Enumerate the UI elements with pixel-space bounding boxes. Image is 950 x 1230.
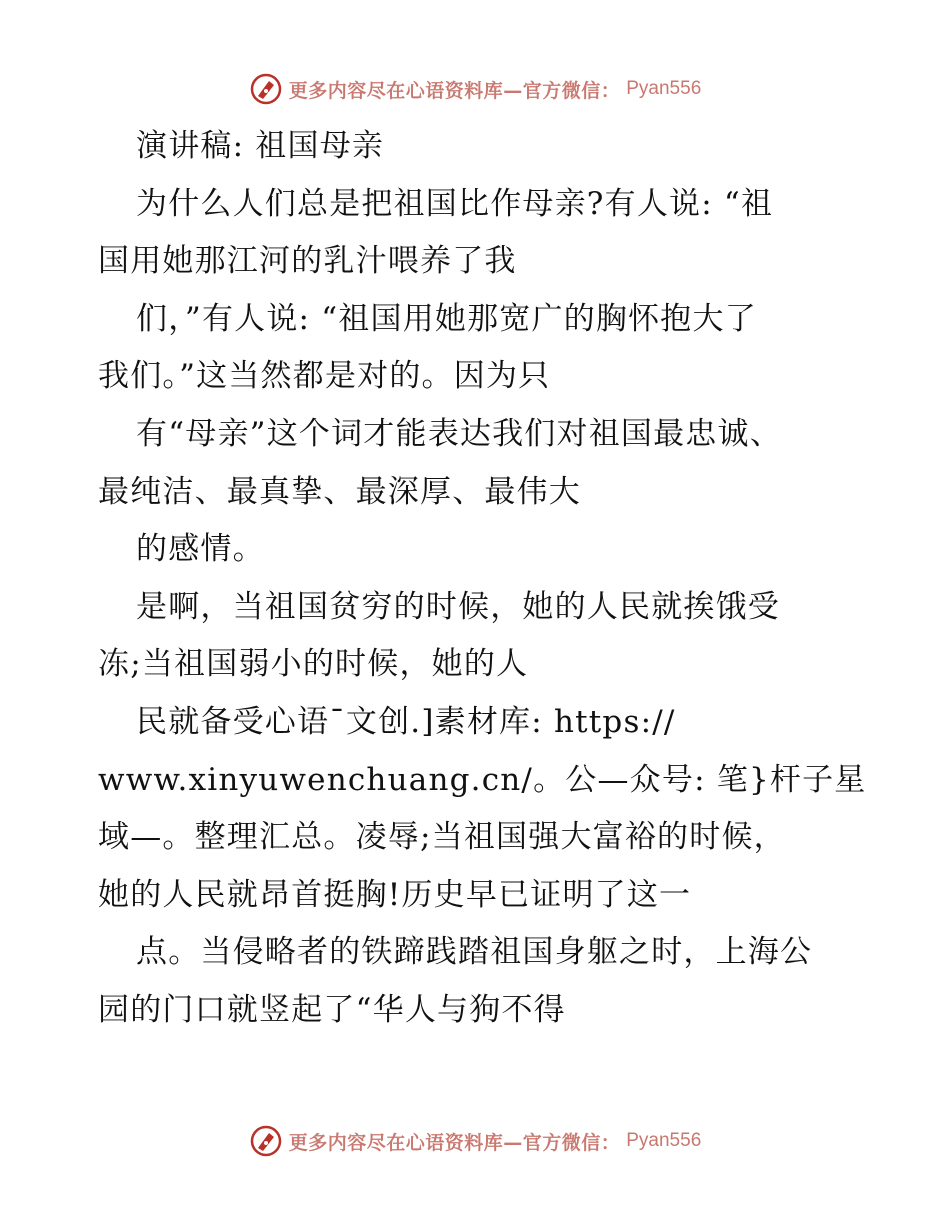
text-line: 最纯洁、最真挚、最深厚、最伟大 (98, 473, 581, 510)
text-line: www.xinyuwenchuang.cn/。公—众号: 笔}杆子星 (98, 761, 867, 798)
text-line: 的感情。 (136, 531, 265, 568)
text-line: 为什么人们总是把祖国比作母亲?有人说: “祖 (136, 185, 774, 222)
pen-nib-logo-icon (249, 72, 283, 106)
text-line: 国用她那江河的乳汁喂养了我 (98, 243, 517, 280)
header-banner-text: 更多内容尽在心语资料库—官方微信： (288, 79, 621, 102)
footer-wechat-id: Pyan556 (626, 1130, 702, 1151)
footer-banner (0, 1124, 950, 1158)
text-line: 是啊，当祖国贫穷的时候，她的人民就挨饿受 (136, 588, 780, 625)
text-line: 点。当侵略者的铁蹄践踏祖国身躯之时，上海公 (136, 934, 813, 971)
text-line: 有“母亲”这个词才能表达我们对祖国最忠诚、 (136, 415, 782, 452)
text-line: 冻;当祖国弱小的时候，她的人 (98, 646, 529, 683)
footer-banner-text: 更多内容尽在心语资料库—官方微信： (288, 1131, 621, 1154)
text-line: 我们。”这当然都是对的。因为只 (98, 358, 551, 395)
text-line: 演讲稿: 祖国母亲 (136, 128, 385, 164)
text-line: 园的门口就竖起了“华人与狗不得 (98, 991, 566, 1028)
text-line: 们，”有人说: “祖国用她那宽广的胸怀抱大了 (136, 300, 757, 337)
header-wechat-id: Pyan556 (626, 78, 702, 99)
text-line: 域—。整理汇总。凌辱;当祖国强大富裕的时候， (98, 819, 786, 856)
text-line: 她的人民就昂首挺胸!历史早已证明了这一 (98, 876, 692, 913)
document-body (98, 118, 867, 1040)
text-line: 民就备受心语¯文创.]素材库: https:// (136, 703, 676, 740)
pen-nib-logo-icon (249, 1124, 283, 1158)
header-banner (0, 72, 950, 106)
